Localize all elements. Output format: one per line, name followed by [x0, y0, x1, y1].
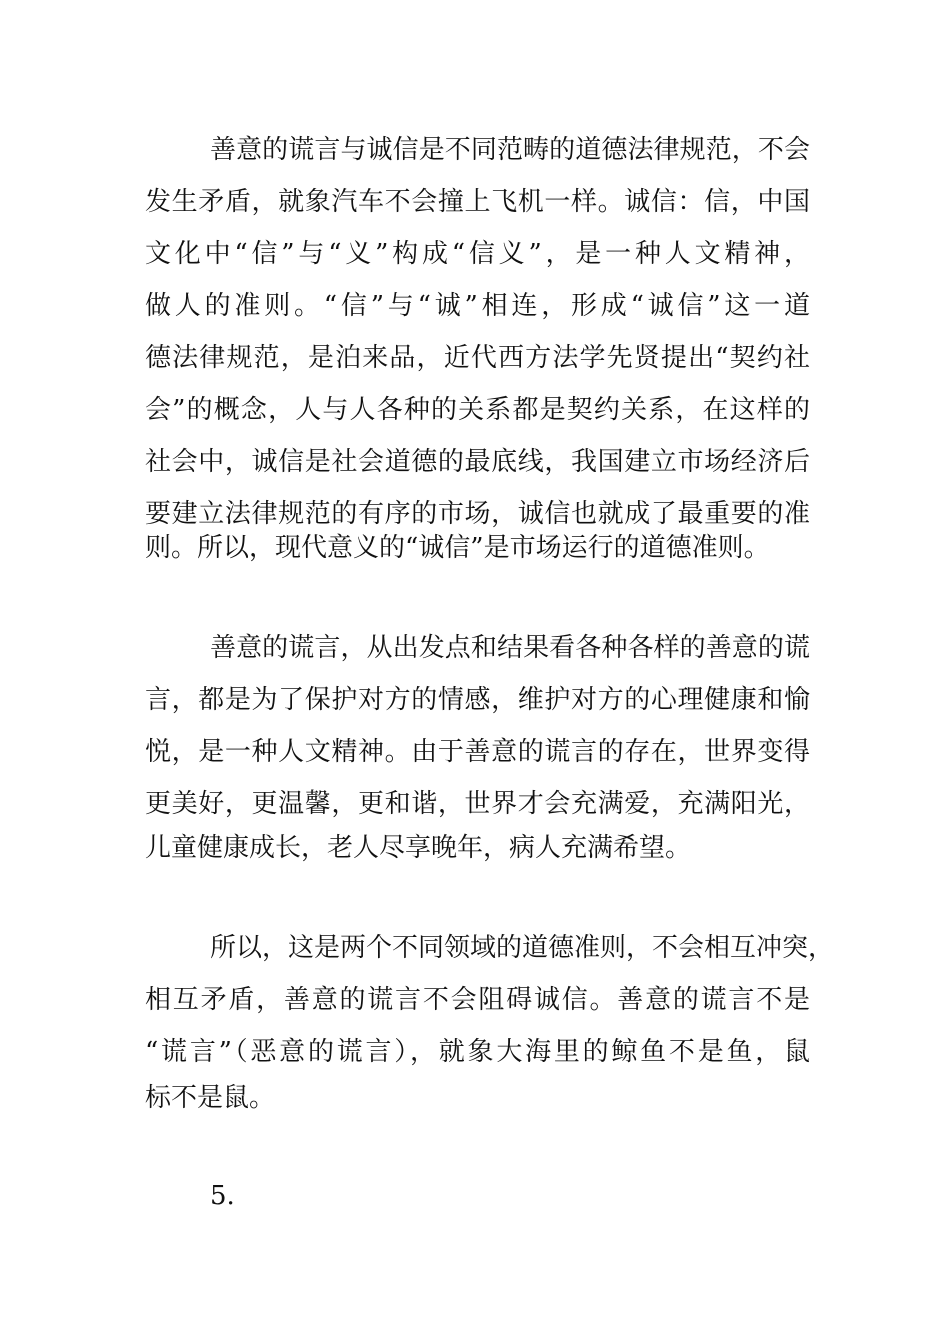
paragraph-line: 相互矛盾，善意的谎言不会阻碍诚信。善意的谎言不是 — [145, 985, 810, 1015]
paragraph-line: 发生矛盾，就象汽车不会撞上飞机一样。诚信：信，中国 — [145, 187, 810, 217]
paragraph-line: 儿童健康成长，老人尽享晚年，病人充满希望。 — [145, 833, 692, 863]
paragraph-line: 所以，这是两个不同领域的道德准则，不会相互冲突， — [210, 933, 835, 963]
paragraph-line: 做人的准则。“信”与“诚”相连，形成“诚信”这一道 — [145, 291, 810, 321]
paragraph-line: 则。所以，现代意义的“诚信”是市场运行的道德准则。 — [145, 533, 770, 563]
paragraph-line: 言，都是为了保护对方的情感，维护对方的心理健康和愉 — [145, 685, 810, 715]
paragraph-line: 社会中，诚信是社会道德的最底线，我国建立市场经济后 — [145, 447, 810, 477]
paragraph-line: 文化中“信”与“义”构成“信义”，是一种人文精神， — [145, 239, 810, 269]
paragraph-line: “谎言”（恶意的谎言），就象大海里的鲸鱼不是鱼，鼠 — [145, 1037, 810, 1067]
paragraph-line: 更美好，更温馨，更和谐，世界才会充满爱，充满阳光， — [145, 789, 810, 819]
paragraph-line: 善意的谎言，从出发点和结果看各种各样的善意的谎 — [210, 633, 810, 663]
paragraph-line: 会”的概念，人与人各种的关系都是契约关系，在这样的 — [145, 395, 810, 425]
paragraph-line: 悦，是一种人文精神。由于善意的谎言的存在，世界变得 — [145, 737, 810, 767]
paragraph-line: 要建立法律规范的有序的市场，诚信也就成了最重要的准 — [145, 499, 810, 529]
paragraph-line: 德法律规范，是泊来品，近代西方法学先贤提出“契约社 — [145, 343, 810, 373]
paragraph-line: 善意的谎言与诚信是不同范畴的道德法律规范，不会 — [210, 135, 810, 165]
paragraph-line: 标不是鼠。 — [145, 1083, 276, 1113]
list-number: 5. — [210, 1181, 235, 1211]
